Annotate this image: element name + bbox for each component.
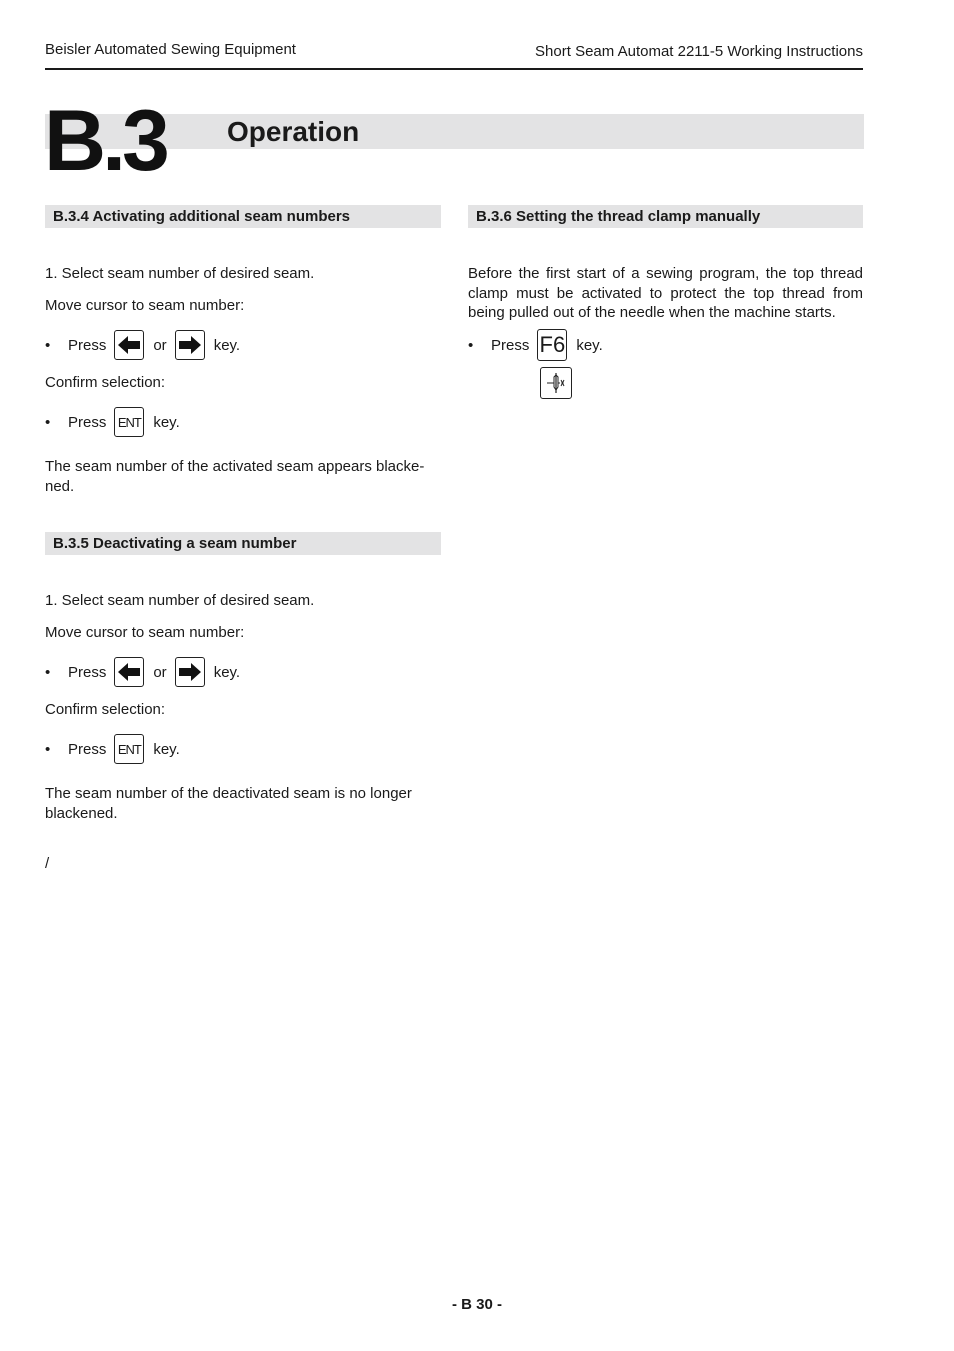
section-b34-title: B.3.4 Activating additional seam numbers: [45, 205, 441, 228]
b35-result-text: The seam number of the deactivated seam is no longer blackened.: [45, 785, 412, 822]
press-label: Press: [68, 663, 107, 681]
key-label: key.: [153, 413, 180, 431]
ent-key: ENT: [114, 407, 144, 437]
header-right: Short Seam Automat 2211-5 Working Instructions: [535, 43, 863, 60]
header-left: Beisler Automated Sewing Equipment: [45, 41, 296, 58]
b34-result-text: The seam number of the activated seam appears blacke-ned.: [45, 458, 425, 495]
key-label: key.: [213, 336, 241, 354]
b35-arrow-step: [45, 655, 240, 689]
bullet: •: [468, 336, 474, 354]
b35-ent-step: [45, 732, 180, 766]
arrow-right-key-icon: [175, 657, 205, 687]
b34-ent-step: [45, 405, 180, 439]
bullet: •: [45, 740, 51, 758]
b35-confirm-text: Confirm selection:: [45, 701, 166, 718]
b34-confirm-text: Confirm selection:: [45, 374, 166, 391]
bullet: •: [45, 413, 51, 431]
section-b36-title: B.3.6 Setting the thread clamp manually: [468, 205, 863, 228]
or-label: or: [153, 336, 167, 354]
section-b35-title: B.3.5 Deactivating a seam number: [45, 532, 441, 555]
page-number: - B 30 -: [451, 1296, 502, 1313]
press-label: Press: [68, 740, 107, 758]
arrow-left-key-icon: [114, 330, 144, 360]
press-label: Press: [491, 336, 530, 354]
bullet: •: [45, 663, 51, 681]
press-label: Press: [68, 336, 107, 354]
chapter-number: B.3: [44, 93, 166, 189]
key-label: key.: [576, 336, 603, 354]
b34-step1: 1. Select seam number of desired seam.: [45, 265, 315, 282]
press-label: Press: [68, 413, 107, 431]
bullet: •: [45, 336, 51, 354]
chapter-title: Operation: [227, 116, 360, 147]
b35-step1: 1. Select seam number of desired seam.: [45, 592, 315, 609]
or-label: or: [153, 663, 167, 681]
key-label: key.: [213, 663, 241, 681]
chapter-band: [45, 114, 864, 149]
b35-move-text: Move cursor to seam number:: [45, 624, 245, 641]
thread-clamp-icon: [540, 367, 572, 399]
arrow-right-key-icon: [175, 330, 205, 360]
header-rule: [45, 68, 863, 70]
b36-body-text: Before the first start of a sewing program, the top thread clamp must be activated to protect the top thread from being pulled out of the needle when the machine starts.: [468, 265, 863, 321]
ent-key: ENT: [114, 734, 144, 764]
key-label: key.: [153, 740, 180, 758]
b34-move-text: Move cursor to seam number:: [45, 297, 245, 314]
b34-arrow-step: [45, 328, 240, 362]
b35-slash: /: [45, 855, 50, 872]
arrow-left-key-icon: [114, 657, 144, 687]
b36-f6-step: [468, 328, 603, 362]
f6-key: F6: [537, 329, 567, 361]
